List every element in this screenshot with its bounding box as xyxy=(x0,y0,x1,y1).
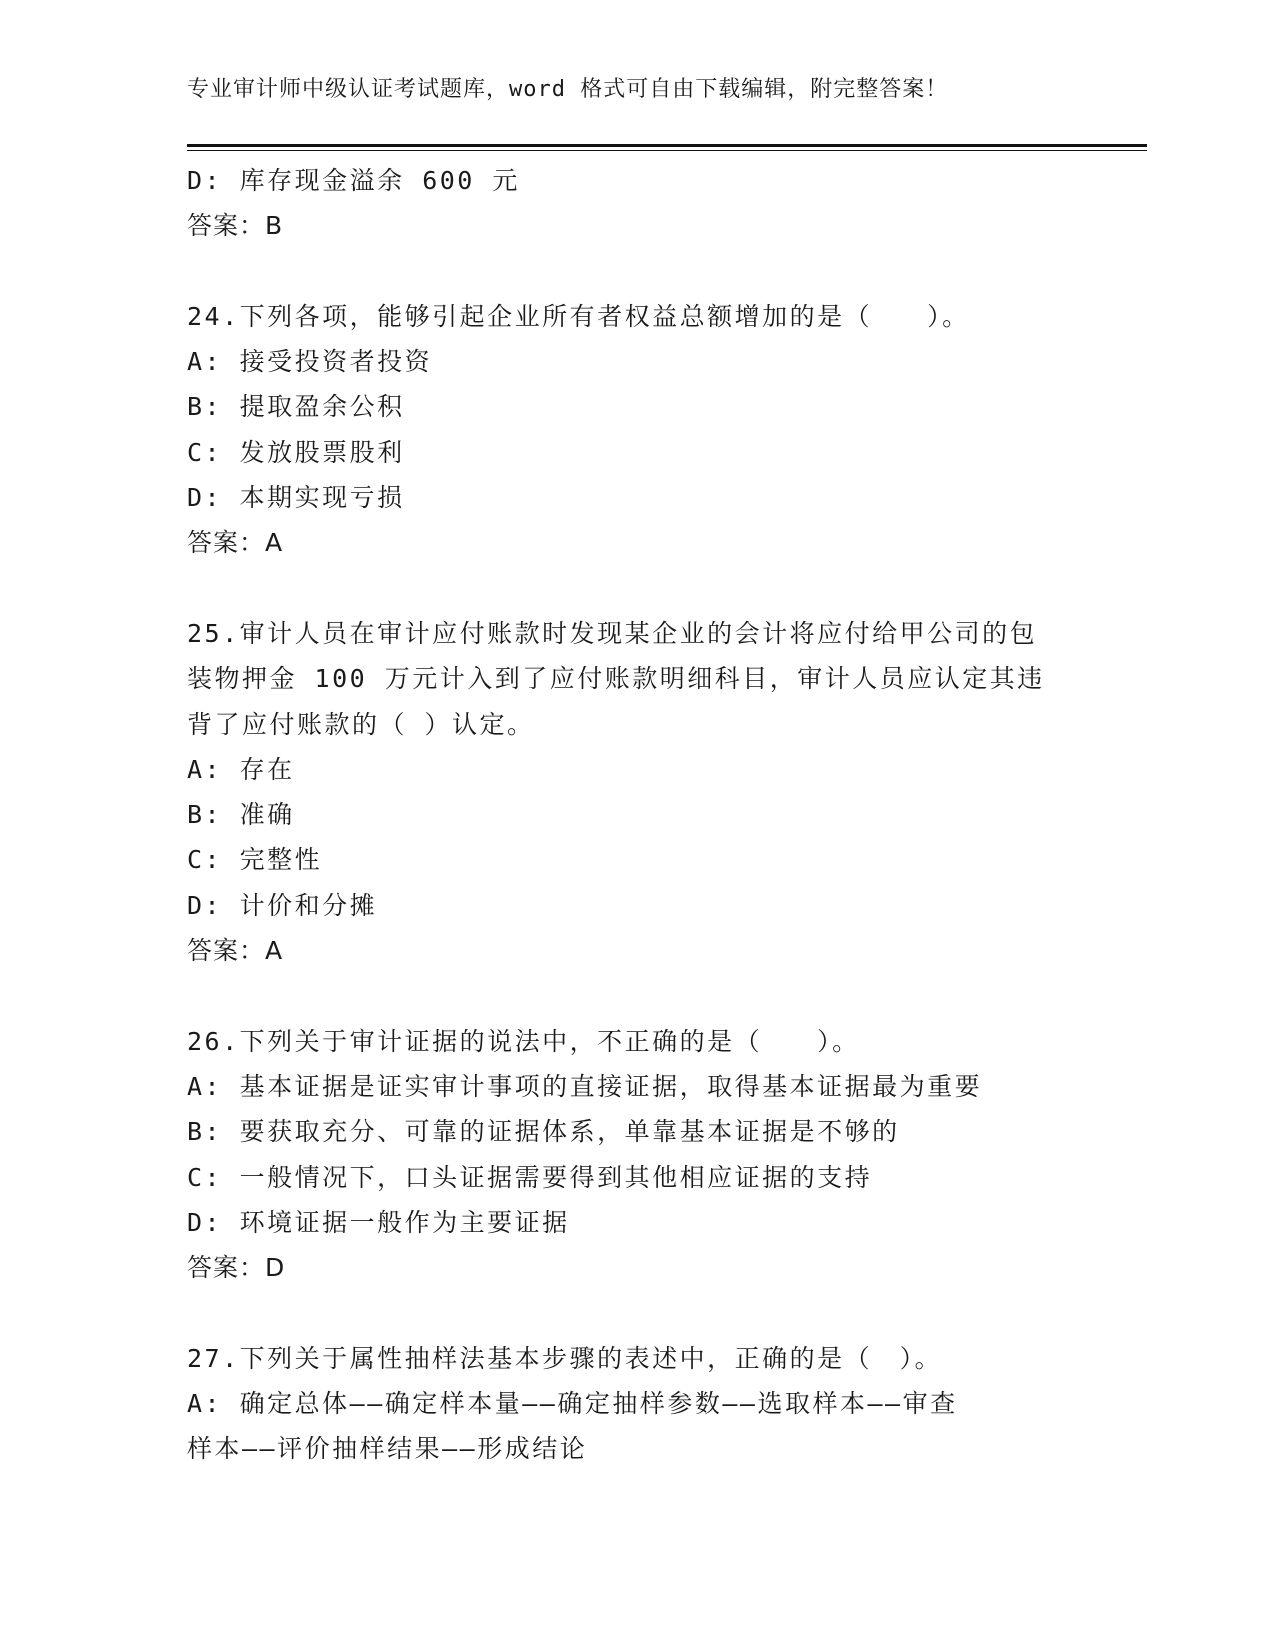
answer-text: 答案：A xyxy=(187,936,284,966)
option-b: B: 提取盈余公积 xyxy=(187,392,405,422)
previous-question-tail xyxy=(187,158,1077,249)
option-text: D: 库存现金溢余 600 元 xyxy=(187,166,520,195)
header-rule-thin xyxy=(187,150,1147,151)
spacer xyxy=(187,973,1077,1018)
question-list xyxy=(187,158,1077,1472)
page-header: 专业审计师中级认证考试题库，word 格式可自由下载编辑，附完整答案！ xyxy=(187,77,949,102)
option-c: C: 发放股票股利 xyxy=(187,437,405,467)
option-d: D: 环境证据一般作为主要证据 xyxy=(187,1207,570,1237)
option-b: B: 要获取充分、可靠的证据体系，单靠基本证据是不够的 xyxy=(187,1117,900,1147)
option-a: A: 确定总体——确定样本量——确定抽样参数——选取样本——审查 xyxy=(187,1389,958,1419)
question-25 xyxy=(187,611,1077,973)
question-stem: 背了应付账款的（ ）认定。 xyxy=(187,709,535,739)
option-a: A: 存在 xyxy=(187,754,295,784)
answer-text: 答案：A xyxy=(187,528,284,558)
question-stem: 27.下列关于属性抽样法基本步骤的表述中，正确的是（ ）。 xyxy=(187,1343,943,1373)
option-d: D: 本期实现亏损 xyxy=(187,483,405,513)
header-rule-thick xyxy=(187,144,1147,147)
option-a-continued: 样本——评价抽样结果——形成结论 xyxy=(187,1434,588,1464)
spacer xyxy=(187,566,1077,611)
option-c: C: 完整性 xyxy=(187,845,323,875)
spacer xyxy=(187,1290,1077,1335)
question-stem: 装物押金 100 万元计入到了应付账款明细科目，审计人员应认定其违 xyxy=(187,664,1045,694)
option-d: D: 计价和分摊 xyxy=(187,890,378,920)
question-26 xyxy=(187,1019,1077,1291)
option-c: C: 一般情况下，口头证据需要得到其他相应证据的支持 xyxy=(187,1162,873,1192)
answer-text: 答案：D xyxy=(187,1253,286,1283)
option-b: B: 准确 xyxy=(187,800,295,830)
question-stem: 24.下列各项，能够引起企业所有者权益总额增加的是（ ）。 xyxy=(187,301,970,331)
question-stem: 25.审计人员在审计应付账款时发现某企业的会计将应付给甲公司的包 xyxy=(187,618,1038,648)
option-a: A: 接受投资者投资 xyxy=(187,347,433,377)
question-27 xyxy=(187,1336,1077,1472)
answer-text: 答案：B xyxy=(187,211,284,241)
question-24 xyxy=(187,294,1077,566)
option-a: A: 基本证据是证实审计事项的直接证据，取得基本证据最为重要 xyxy=(187,1071,983,1101)
spacer xyxy=(187,249,1077,294)
question-stem: 26.下列关于审计证据的说法中，不正确的是（ ）。 xyxy=(187,1026,860,1056)
